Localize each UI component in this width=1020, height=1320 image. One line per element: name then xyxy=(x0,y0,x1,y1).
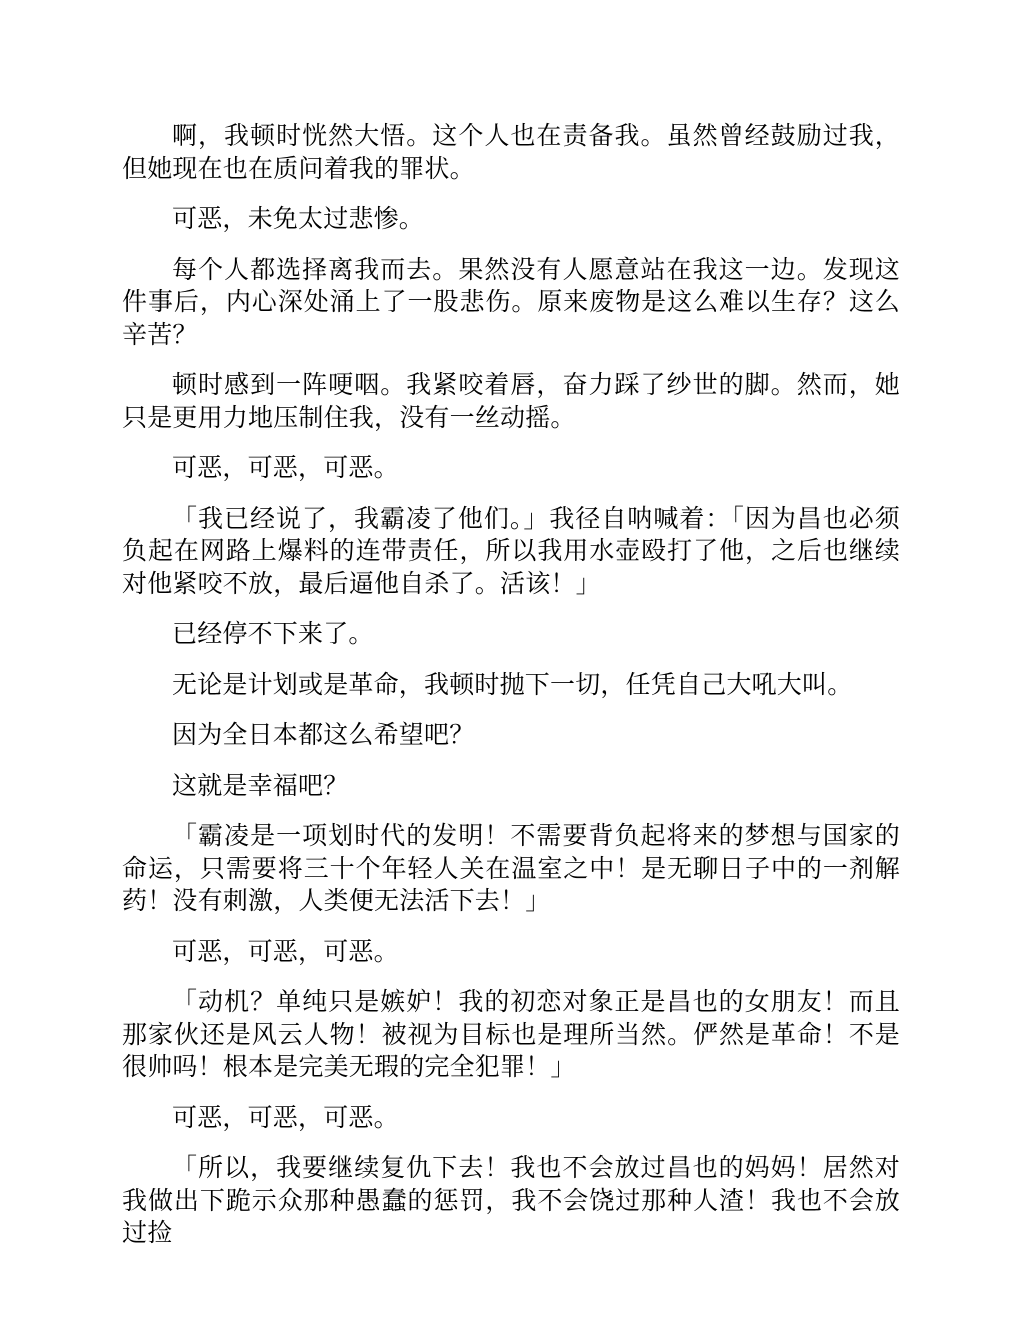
paragraph-13: 「动机？单纯只是嫉妒！我的初恋对象正是昌也的女朋友！而且那家伙还是风云人物！被视为目标也是理所当然。俨然是革命！不是很帅吗！根本是完美无瑕的完全犯罪！」 xyxy=(122,987,900,1081)
paragraph-7: 已经停不下来了。 xyxy=(172,619,374,648)
paragraph-9: 因为全日本都这么希望吧？ xyxy=(172,720,475,749)
paragraph-12: 可恶，可恶，可恶。 xyxy=(172,936,399,966)
paragraph-3: 每个人都选择离我而去。果然没有人愿意站在我这一边。发现这件事后，内心深处涌上了一股悲伤。原来废物是这么难以生存？这么辛苦？ xyxy=(122,254,900,349)
body-text xyxy=(122,120,900,1268)
paragraph-4: 顿时感到一阵哽咽。我紧咬着唇，奋力踩了纱世的脚。然而，她只是更用力地压制住我，没有一丝动摇。 xyxy=(122,370,900,432)
paragraph-2: 可恶，未免太过悲惨。 xyxy=(172,204,425,233)
paragraph-10: 这就是幸福吧？ xyxy=(172,770,349,800)
paragraph-14: 可恶，可恶，可恶。 xyxy=(172,1102,399,1132)
paragraph-8: 无论是计划或是革命，我顿时抛下一切，任凭自己大吼大叫。 xyxy=(172,669,853,699)
paragraph-5: 可恶，可恶，可恶。 xyxy=(172,453,399,482)
paragraph-11: 「霸凌是一项划时代的发明！不需要背负起将来的梦想与国家的命运，只需要将三十个年轻人关在温室之中！是无聊日子中的一剂解药！没有刺激，人类便无法活下去！」 xyxy=(122,821,900,915)
paragraph-1: 啊，我顿时恍然大悟。这个人也在责备我。虽然曾经鼓励过我，但她现在也在质问着我的罪状。 xyxy=(122,121,900,183)
paragraph-6: 「我已经说了，我霸凌了他们。」我径自呐喊着：「因为昌也必须负起在网路上爆料的连带责任，所以我用水壶殴打了他，之后也继续对他紧咬不放，最后逼他自杀了。活该！」 xyxy=(122,503,900,598)
paragraph-15: 「所以，我要继续复仇下去！我也不会放过昌也的妈妈！居然对我做出下跪示众那种愚蠢的惩罚，我不会饶过那种人渣！我也不会放过捡 xyxy=(122,1153,900,1247)
